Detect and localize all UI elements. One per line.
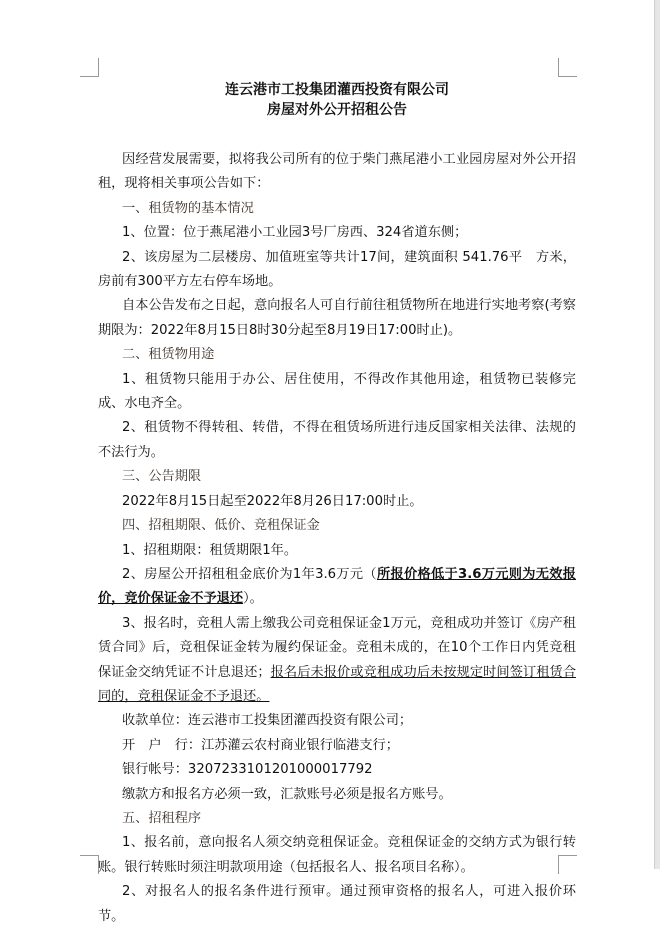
emphasis-text: 所报价格低于3.6万元则为无效报价，竞价保证金不予退还 (98, 566, 576, 607)
paragraph: 1、报名前，意向报名人须交纳竞租保证金。竞租保证金的交纳方式为银行转账。银行转账时须注明款项用途（包括报名人、报名项目名称）。 (98, 835, 576, 875)
paragraph: 缴款方和报名方必须一致，汇款账号必须是报名方账号。 (122, 786, 452, 802)
payee: 收款单位：连云港市工投集团灌西投资有限公司； (122, 713, 413, 729)
document-body (98, 148, 576, 929)
underlined-text: 报名后未报价或竞租成功后未按规定时间签订租赁合同的，竞租保证金不予退还。 (98, 664, 577, 704)
page-corner-mark (558, 58, 577, 77)
paragraph: 2、租赁物不得转租、转借，不得在租赁场所进行违反国家相关法律、法规的不法行为。 (98, 420, 576, 460)
text: 2、房屋公开招租租金底价为1年3.6万元（ (122, 566, 377, 582)
text: ）。 (243, 591, 263, 607)
paragraph: 2、该房屋为二层楼房、加值班室等共计17间，建筑面积 541.76平 方米，房前有300平方左右停车场地。 (98, 249, 576, 290)
document-title-line2: 房屋对外公开招租公告 (267, 102, 407, 118)
page-corner-mark (80, 58, 99, 77)
paragraph: 2、对报名人的报名条件进行预审。通过预审资格的报名人，可进入报价环节。 (98, 884, 576, 924)
paragraph (98, 612, 576, 710)
paragraph: 1、位置：位于燕尾港小工业园3号厂房西、324省道东侧； (122, 225, 468, 241)
page-corner-mark (80, 855, 99, 874)
paragraph (98, 563, 576, 612)
text: 3、报名时，竞租人需上缴我公司竞租保证金1万元，竞租成功并签订《房产租赁合同》后，竞租保证金转为履约保证金。竞租未成的，在10个工作日内凭竞租保证金交纳凭证不计息退还； (98, 615, 576, 680)
window-edge (654, 0, 660, 869)
section-heading: 一、租赁物的基本情况 (122, 200, 254, 216)
account-number: 银行帐号：3207233101201000017792 (122, 762, 373, 778)
paragraph: 1、招租期限：租赁期限1年。 (122, 542, 298, 558)
paragraph: 自本公告发布之日起，意向报名人可自行前往租赁物所在地进行实地考察(考察期限为：2022年8月15日8时30分起至8月19日17:00时止)。 (98, 298, 576, 338)
intro-paragraph: 因经营发展需要，拟将我公司所有的位于柴门燕尾港小工业园房屋对外公开招租，现将相关事项公告如下： (98, 152, 576, 192)
bank: 开 户 行：江苏灌云农村商业银行临港支行； (122, 737, 399, 753)
section-heading: 三、公告期限 (122, 469, 202, 485)
paragraph: 2022年8月15日起至2022年8月26日17:00时止。 (122, 493, 423, 509)
section-heading: 五、招租程序 (122, 810, 202, 826)
document-page (98, 80, 576, 929)
section-heading: 二、租赁物用途 (122, 347, 215, 363)
document-title-line1: 连云港市工投集团灌西投资有限公司 (225, 82, 449, 98)
paragraph: 1、租赁物只能用于办公、居住使用，不得改作其他用途，租赁物已装修完成、水电齐全。 (98, 371, 576, 412)
section-heading: 四、招租期限、低价、竞租保证金 (122, 518, 320, 534)
